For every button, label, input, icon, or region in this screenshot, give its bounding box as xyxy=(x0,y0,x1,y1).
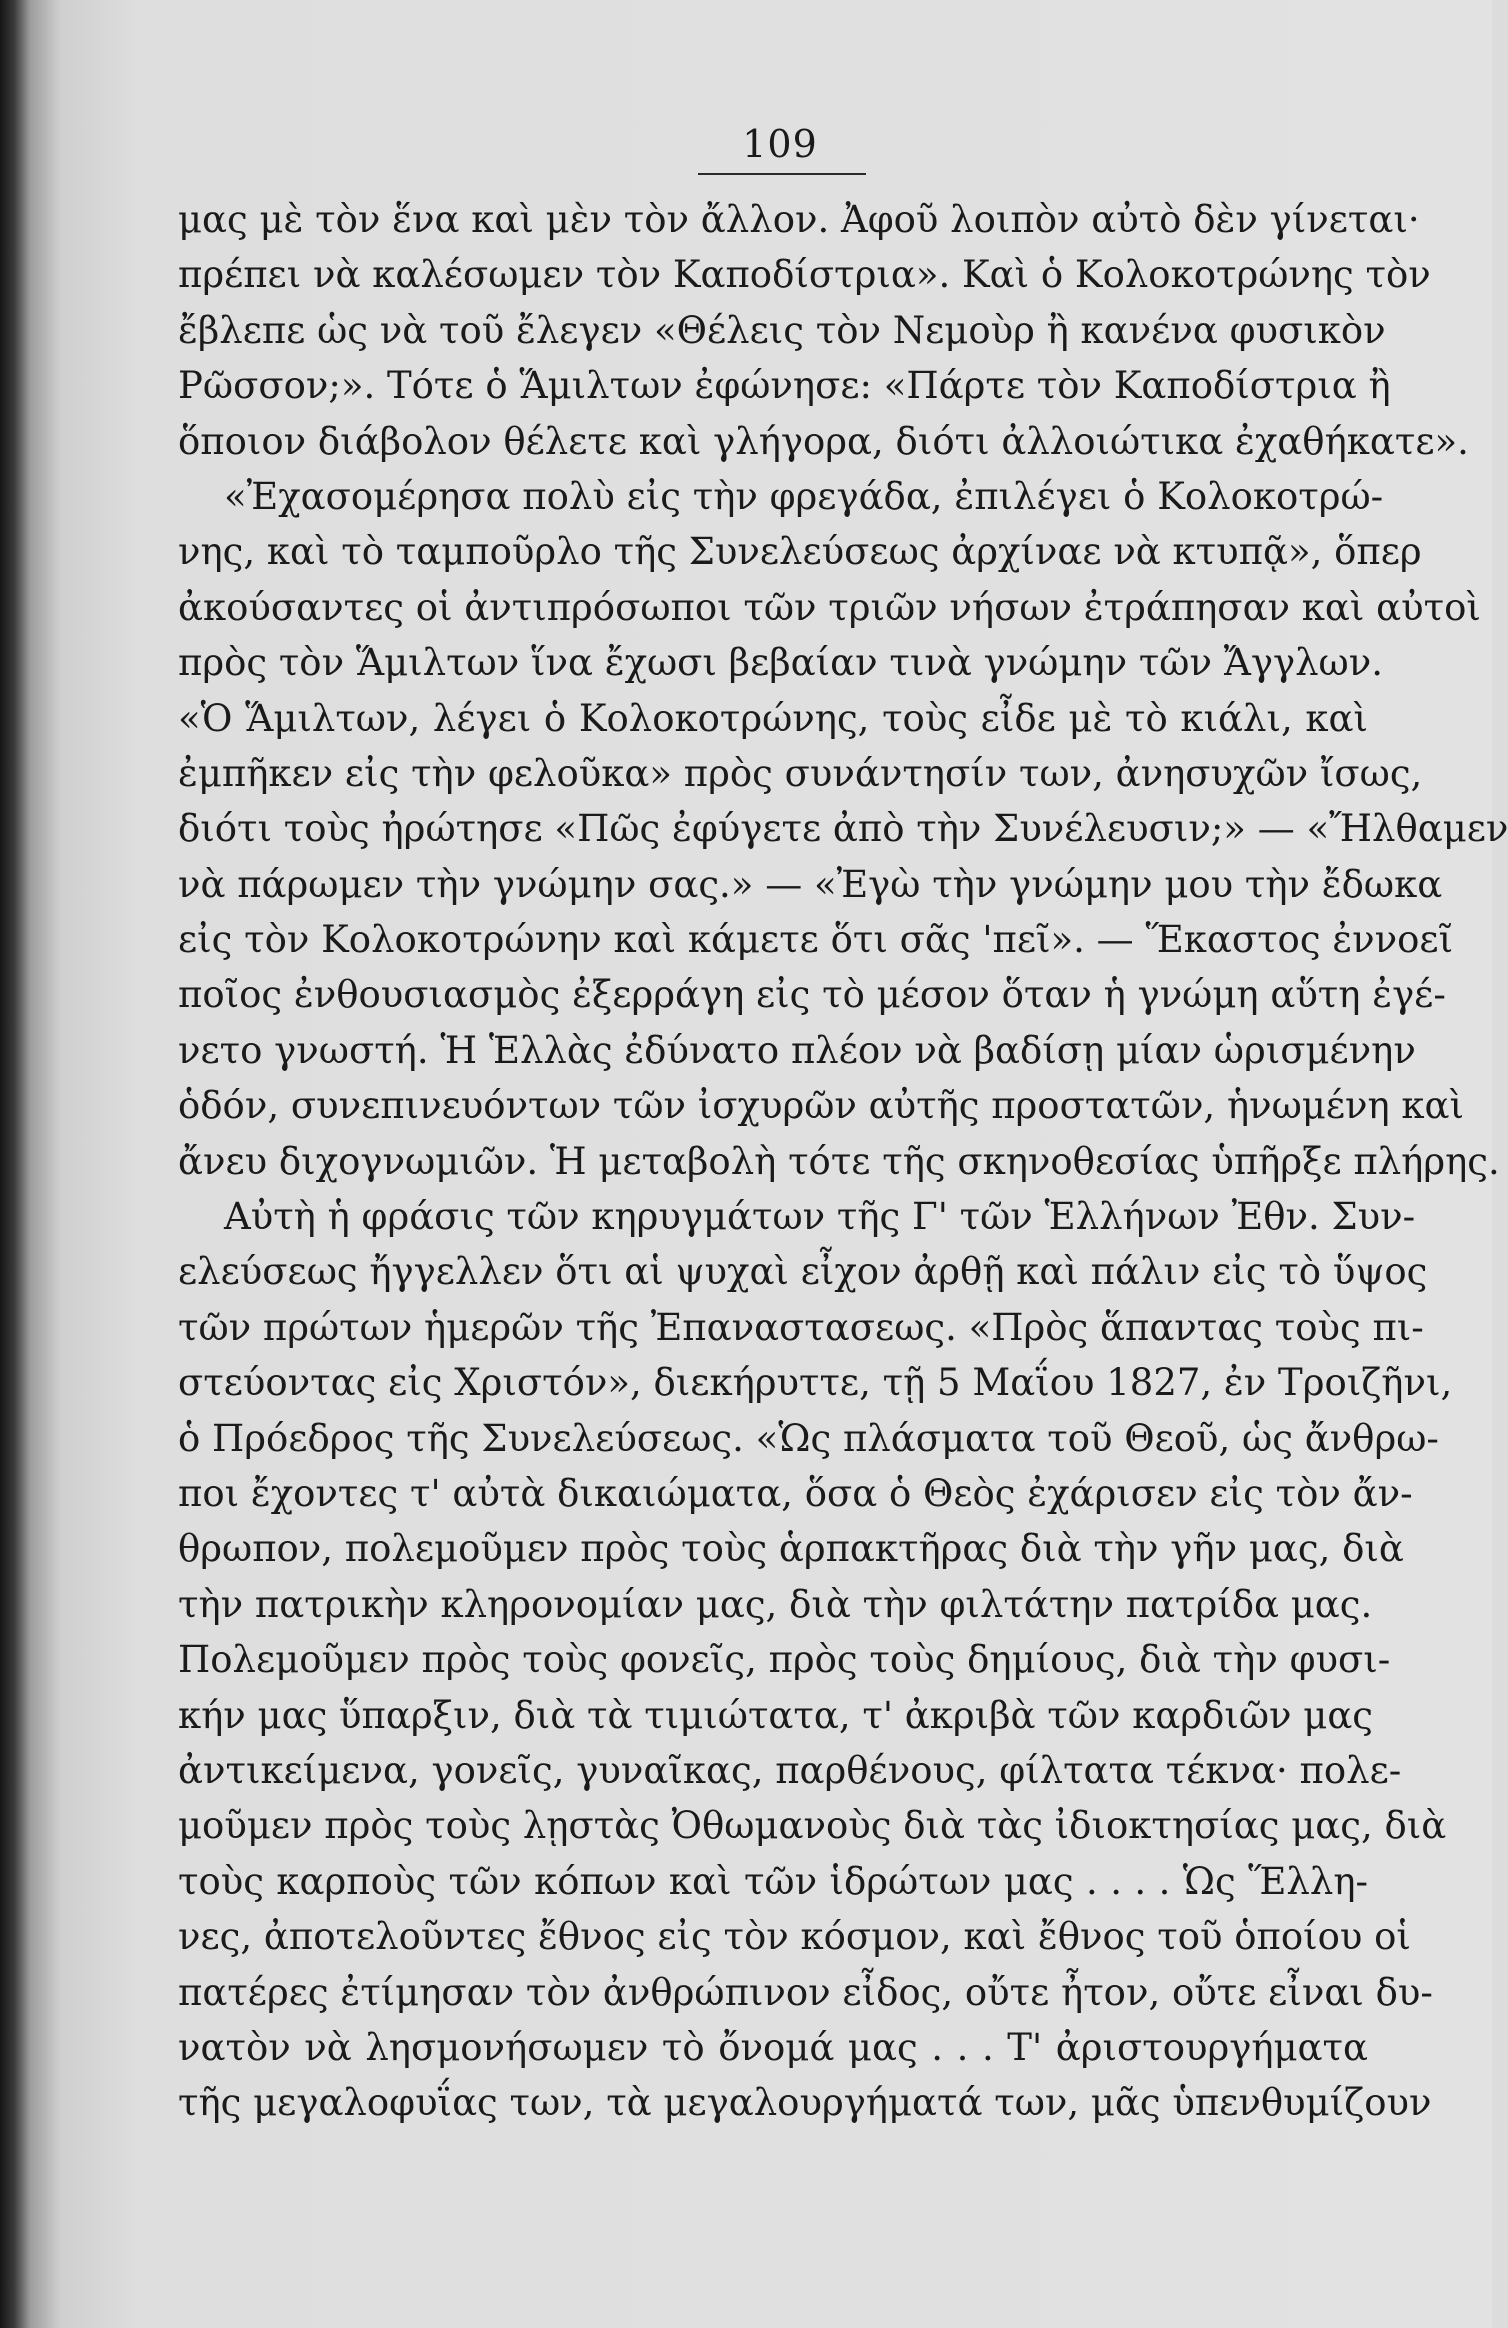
text-line: νες, ἀποτελοῦντες ἔθνος εἰς τὸν κόσμον, καὶ ἔθνος τοῦ ὁποίου οἱ xyxy=(178,1915,1411,1959)
text-line: Αὐτὴ ἡ φράσις τῶν κηρυγμάτων τῆς Γ' τῶν Ἑλλήνων Ἐθν. Συν- xyxy=(224,1195,1416,1239)
text-line: «Ἐχασομέρησα πολὺ εἰς τὴν φρεγάδα, ἐπιλέγει ὁ Κολοκοτρώ- xyxy=(224,474,1384,518)
text-line: Πολεμοῦμεν πρὸς τοὺς φονεῖς, πρὸς τοὺς δημίους, διὰ τὴν φυσι- xyxy=(178,1638,1391,1682)
text-line: ἐμπῆκεν εἰς τὴν φελοῦκα» πρὸς συνάντησίν των, ἀνησυχῶν ἴσως, xyxy=(178,751,1423,795)
text-line: ποῖος ἐνθουσιασμὸς ἐξερράγη εἰς τὸ μέσον ὅταν ἡ γνώμη αὕτη ἐγέ- xyxy=(178,973,1446,1017)
text-line: νετο γνωστή. Ἡ Ἑλλὰς ἐδύνατο πλέον νὰ βαδίσῃ μίαν ὡρισμένην xyxy=(178,1028,1416,1072)
text-line: τῶν πρώτων ἡμερῶν τῆς Ἐπαναστασεως. «Πρὸς ἅπαντας τοὺς πι- xyxy=(178,1305,1424,1349)
text-line: πρέπει νὰ καλέσωμεν τὸν Καποδίστρια». Καὶ ὁ Κολοκοτρώνης τὸν xyxy=(178,253,1431,297)
text-line: τοὺς καρποὺς τῶν κόπων καὶ τῶν ἱδρώτων μας . . . . Ὡς Ἕλλη- xyxy=(178,1859,1368,1903)
text-line: ἀκούσαντες οἱ ἀντιπρόσωποι τῶν τριῶν νήσων ἐτράπησαν καὶ αὐτοὶ xyxy=(178,585,1481,629)
text-line: εἰς τὸν Κολοκοτρώνην καὶ κάμετε ὅτι σᾶς 'πεῖ». — Ἕκαστος ἐννοεῖ xyxy=(178,918,1454,962)
text-line: μας μὲ τὸν ἕνα καὶ μὲν τὸν ἄλλον. Ἀφοῦ λοιπὸν αὐτὸ δὲν γίνεται· xyxy=(178,198,1420,241)
text-line: ὅποιον διάβολον θέλετε καὶ γλήγορα, διότι ἀλλοιώτικα ἐχαθήκατε». xyxy=(178,419,1469,463)
text-line: διότι τοὺς ἠρώτησε «Πῶς ἐφύγετε ἀπὸ τὴν Συνέλευσιν;» — «Ἤλθαμεν xyxy=(178,807,1508,851)
text-line: τὴν πατρικὴν κληρονομίαν μας, διὰ τὴν φιλτάτην πατρίδα μας. xyxy=(178,1582,1373,1626)
text-line: μοῦμεν πρὸς τοὺς λῃστὰς Ὀθωμανοὺς διὰ τὰς ἰδιοκτησίας μας, διὰ xyxy=(178,1804,1447,1848)
text-line: ὁ Πρόεδρος τῆς Συνελεύσεως. «Ὡς πλάσματα τοῦ Θεοῦ, ὡς ἄνθρω- xyxy=(178,1416,1439,1460)
text-line: Ρῶσσον;». Τότε ὁ Ἅμιλτων ἐφώνησε: «Πάρτε τὸν Καποδίστρια ἢ xyxy=(178,364,1391,408)
page-number: 109 xyxy=(742,122,818,166)
text-line: θρωπον, πολεμοῦμεν πρὸς τοὺς ἁρπακτῆρας διὰ τὴν γῆν μας, διὰ xyxy=(178,1527,1404,1571)
text-line: τῆς μεγαλοφυΐας των, τὰ μεγαλουργήματά των, μᾶς ὑπενθυμίζουν xyxy=(178,2081,1432,2125)
text-line: στεύοντας εἰς Χριστόν», διεκήρυττε, τῇ 5 Μαΐου 1827, ἐν Τροιζῆνι, xyxy=(178,1361,1453,1405)
text-line: ἀντικείμενα, γονεῖς, γυναῖκας, παρθένους, φίλτατα τέκνα· πολε- xyxy=(178,1748,1402,1792)
text-line: ἄνευ διχογνωμιῶν. Ἡ μεταβολὴ τότε τῆς σκηνοθεσίας ὑπῆρξε πλήρης. xyxy=(178,1139,1500,1183)
text-line: νατὸν νὰ λησμονήσωμεν τὸ ὄνομά μας . . . Τ' ἀριστουργήματα xyxy=(178,2025,1368,2069)
text-line: ἔβλεπε ὡς νὰ τοῦ ἔλεγεν «Θέλεις τὸν Νεμοὺρ ἢ κανένα φυσικὸν xyxy=(178,308,1386,352)
page-number-rule xyxy=(698,173,866,175)
text-line: ελεύσεως ἤγγελλεν ὅτι αἱ ψυχαὶ εἶχον ἀρθῇ καὶ πάλιν εἰς τὸ ὕψος xyxy=(178,1250,1428,1294)
text-line: νὰ πάρωμεν τὴν γνώμην σας.» — «Ἐγὼ τὴν γνώμην μου τὴν ἔδωκα xyxy=(178,862,1443,906)
text-line: πατέρες ἐτίμησαν τὸν ἀνθρώπινον εἶδος, οὔτε ἦτον, οὔτε εἶναι δυ- xyxy=(178,1970,1433,2014)
text-line: ποι ἔχοντες τ' αὐτὰ δικαιώματα, ὅσα ὁ Θεὸς ἐχάρισεν εἰς τὸν ἄν- xyxy=(178,1471,1413,1515)
body-text xyxy=(178,192,1508,2131)
text-line: νης, καὶ τὸ ταμποῦρλο τῆς Συνελεύσεως ἀρχίναε νὰ κτυπᾷ», ὅπερ xyxy=(178,530,1422,574)
text-line: κήν μας ὕπαρξιν, διὰ τὰ τιμιώτατα, τ' ἀκριβὰ τῶν καρδιῶν μας xyxy=(178,1693,1374,1737)
text-line: «Ὁ Ἅμιλτων, λέγει ὁ Κολοκοτρώνης, τοὺς εἶδε μὲ τὸ κιάλι, καὶ xyxy=(178,696,1368,740)
text-line: πρὸς τὸν Ἅμιλτων ἵνα ἔχωσι βεβαίαν τινὰ γνώμην τῶν Ἄγγλων. xyxy=(178,641,1383,685)
text-line: ὁδόν, συνεπινευόντων τῶν ἰσχυρῶν αὐτῆς προστατῶν, ἡνωμένη καὶ xyxy=(178,1084,1465,1128)
